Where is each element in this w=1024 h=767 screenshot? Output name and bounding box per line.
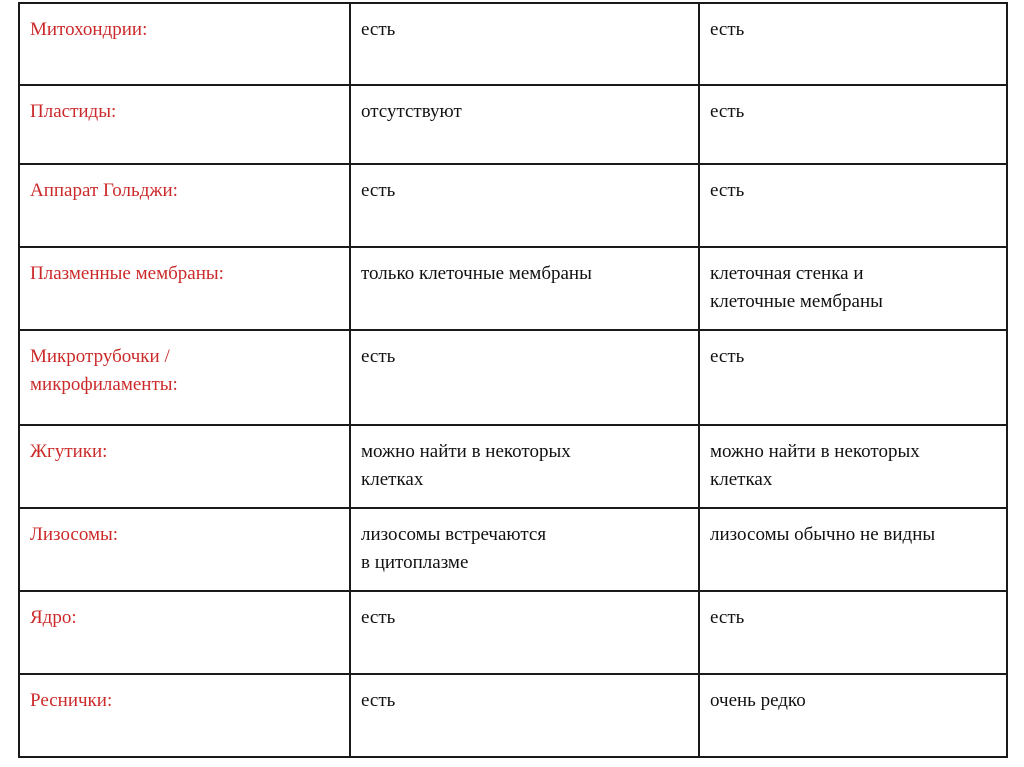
cell-text: Пластиды: [30,101,117,122]
table-row [19,508,1007,591]
value-cell-column-2 [350,425,699,508]
value-cell-column-2 [350,591,699,674]
cell-text: отсутствуют [361,101,462,122]
row-label-cell [19,330,350,425]
value-cell-column-3 [699,164,1007,247]
value-cell-column-3 [699,330,1007,425]
value-cell-column-3 [699,247,1007,330]
cell-text: есть [710,346,745,367]
cell-text: Реснички: [30,690,113,711]
cell-text: лизосомы встречаются в цитоплазме [361,524,547,573]
row-label-cell [19,674,350,757]
table-row [19,591,1007,674]
cell-text: есть [361,690,396,711]
cell-text: Митохондрии: [30,19,148,40]
cell-text: есть [361,607,396,628]
cell-text: есть [361,180,396,201]
cell-text: есть [361,346,396,367]
cell-text: есть [710,180,745,201]
cell-text: есть [361,19,396,40]
cell-text: есть [710,607,745,628]
table-row [19,674,1007,757]
cell-text: можно найти в некоторых клетках [710,441,920,490]
table-row [19,85,1007,164]
value-cell-column-3 [699,508,1007,591]
row-label-cell [19,591,350,674]
table-row [19,164,1007,247]
comparison-table [18,2,1008,758]
cell-text: Микротрубочки / микрофиламенты: [30,346,178,395]
row-label-cell [19,85,350,164]
row-label-cell [19,425,350,508]
value-cell-column-2 [350,3,699,85]
cell-text: клеточная стенка и клеточные мембраны [710,263,883,312]
value-cell-column-2 [350,164,699,247]
table-row [19,3,1007,85]
cell-text: Плазменные мембраны: [30,263,224,284]
cell-text: Аппарат Гольджи: [30,180,178,201]
table-row [19,425,1007,508]
cell-text: очень редко [710,690,806,711]
value-cell-column-2 [350,247,699,330]
value-cell-column-3 [699,674,1007,757]
table-body [19,3,1007,757]
value-cell-column-3 [699,3,1007,85]
comparison-table-sheet [18,2,1006,756]
cell-text: можно найти в некоторых клетках [361,441,571,490]
row-label-cell [19,508,350,591]
value-cell-column-3 [699,591,1007,674]
value-cell-column-2 [350,508,699,591]
cell-text: есть [710,19,745,40]
row-label-cell [19,3,350,85]
row-label-cell [19,164,350,247]
value-cell-column-3 [699,425,1007,508]
cell-text: Жгутики: [30,441,108,462]
value-cell-column-2 [350,674,699,757]
value-cell-column-2 [350,85,699,164]
cell-text: Ядро: [30,607,77,628]
table-row [19,330,1007,425]
value-cell-column-2 [350,330,699,425]
cell-text: только клеточные мембраны [361,263,592,284]
value-cell-column-3 [699,85,1007,164]
cell-text: Лизосомы: [30,524,119,545]
table-row [19,247,1007,330]
cell-text: есть [710,101,745,122]
cell-text: лизосомы обычно не видны [710,524,936,545]
row-label-cell [19,247,350,330]
